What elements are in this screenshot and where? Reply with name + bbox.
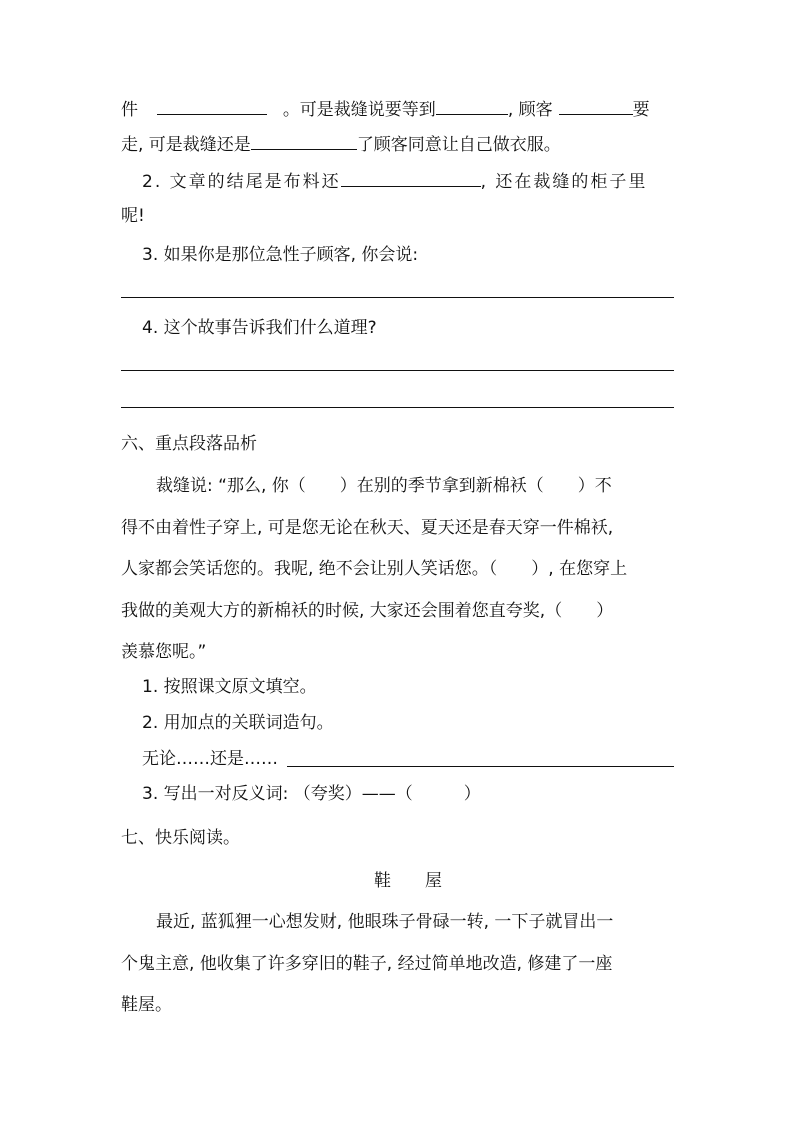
answer-blank[interactable] [251,133,357,150]
text-segment: 件 [121,100,138,120]
answer-blank[interactable] [436,98,508,115]
passage-line: 我做的美观大方的新棉袄的时候, 大家还会围着您直夸奖,（ ） [121,601,614,621]
answer-line[interactable] [121,407,674,408]
question-2-line-1 [142,170,647,193]
answer-line[interactable] [121,297,674,298]
passage-line: 裁缝说: “那么, 你（ ）在别的季节拿到新棉袄（ ）不 [156,476,612,496]
answer-line[interactable] [121,370,674,371]
text-segment: 无论……还是…… [142,749,278,769]
story-line: 个鬼主意, 他收集了许多穿旧的鞋子, 经过简单地改造, 修建了一座 [121,954,613,974]
passage-line: 人家都会笑话您的。我呢, 绝不会让别人笑话您。（ ）, 在您穿上 [121,559,628,579]
answer-blank[interactable] [157,98,267,115]
text-segment: , 顾客 [507,100,553,120]
section-7-heading: 七、快乐阅读。 [121,828,240,848]
question-3: 3. 如果你是那位急性子顾客, 你会说: [142,245,419,265]
question-1-line-2 [121,133,561,156]
story-line: 鞋屋。 [121,995,172,1015]
answer-line[interactable] [287,766,674,767]
text-segment: 。可是裁缝说要等到 [282,100,436,120]
question-4: 4. 这个故事告诉我们什么道理? [142,318,377,338]
section-6-question-2: 2. 用加点的关联词造句。 [142,713,334,733]
question-1-line-1 [121,98,650,121]
passage-line: 得不由着性子穿上, 可是您无论在秋天、夏天还是春天穿一件棉袄, [121,518,614,538]
text-segment: 了顾客同意让自己做衣服。 [356,135,561,155]
text-segment: 要 [632,100,650,120]
story-line: 最近, 蓝狐狸一心想发财, 他眼珠子骨碌一转, 一下子就冒出一 [156,912,614,932]
question-2-line-2: 呢! [121,206,145,226]
text-segment: 走, 可是裁缝还是 [121,135,251,155]
passage-line: 羡慕您呢。” [121,642,207,662]
section-6-question-1: 1. 按照课文原文填空。 [142,677,317,697]
answer-blank[interactable] [341,170,481,187]
section-6-question-3: 3. 写出一对反义词: （夸奖）——（ ） [142,784,481,804]
section-6-question-2-prompt [142,748,278,770]
story-title: 鞋 屋 [374,871,442,891]
text-segment: 2. 文章的结尾是布料还 [142,172,341,192]
text-segment: , 还在裁缝的柜子里 [480,172,648,192]
section-6-heading: 六、重点段落品析 [121,434,257,454]
answer-blank[interactable] [559,98,633,115]
